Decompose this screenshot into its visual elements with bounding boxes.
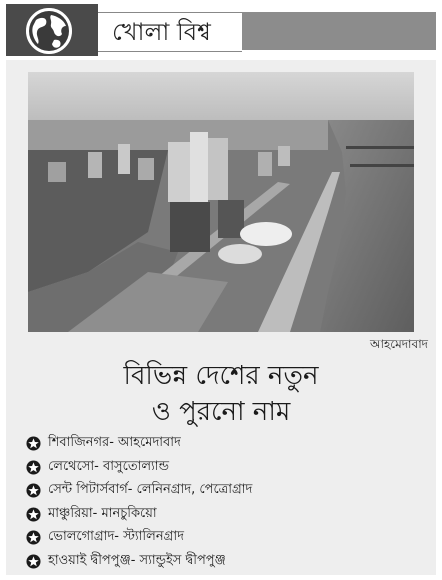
list-item (26, 432, 252, 456)
list-item-text: লেথেসো- বাসুতোল্যান্ড (48, 458, 169, 474)
heading-line-2: ও পুরনো নাম (151, 397, 291, 427)
list-item (26, 479, 252, 503)
globe-icon (24, 6, 74, 56)
article-panel (6, 60, 436, 575)
heading-line-1: বিভিন্ন দেশের নতুন (123, 361, 319, 391)
list-item-text: হাওয়াই দ্বীপপুঞ্জ- স্যান্ডুইস দ্বীপপুঞ্জ (48, 552, 226, 568)
list-item-text: ভোলগোগ্রাদ- স্ট্যালিনগ্রাদ (48, 529, 184, 545)
photo-caption: আহমেদাবাদ (369, 337, 428, 351)
list-item (26, 550, 252, 574)
section-title: খোলা বিশ্ব (112, 18, 211, 46)
list-item (26, 526, 252, 550)
header-bar (242, 12, 436, 50)
article-heading (6, 358, 436, 430)
star-bullet-icon (26, 507, 41, 522)
list-item-text: শিবাজিনগর- আহমেদাবাদ (48, 435, 181, 451)
star-bullet-icon (26, 460, 41, 475)
city-photo (28, 72, 414, 332)
title-box (98, 12, 242, 52)
logo-box (6, 4, 98, 56)
ahmedabad-aerial-image (28, 72, 414, 332)
list-item (26, 503, 252, 527)
star-bullet-icon (26, 530, 41, 545)
list-item (26, 456, 252, 480)
star-bullet-icon (26, 483, 41, 498)
list-item-text: সেন্ট পিটার্সবার্গ- লেনিনগ্রাদ, পেত্রোগ্রাদ (48, 482, 253, 498)
star-bullet-icon (26, 554, 41, 569)
star-bullet-icon (26, 436, 41, 451)
name-list (26, 432, 252, 573)
list-item-text: মাঞ্চুরিয়া- মানচুকিয়ো (48, 505, 157, 521)
section-header (0, 0, 442, 60)
